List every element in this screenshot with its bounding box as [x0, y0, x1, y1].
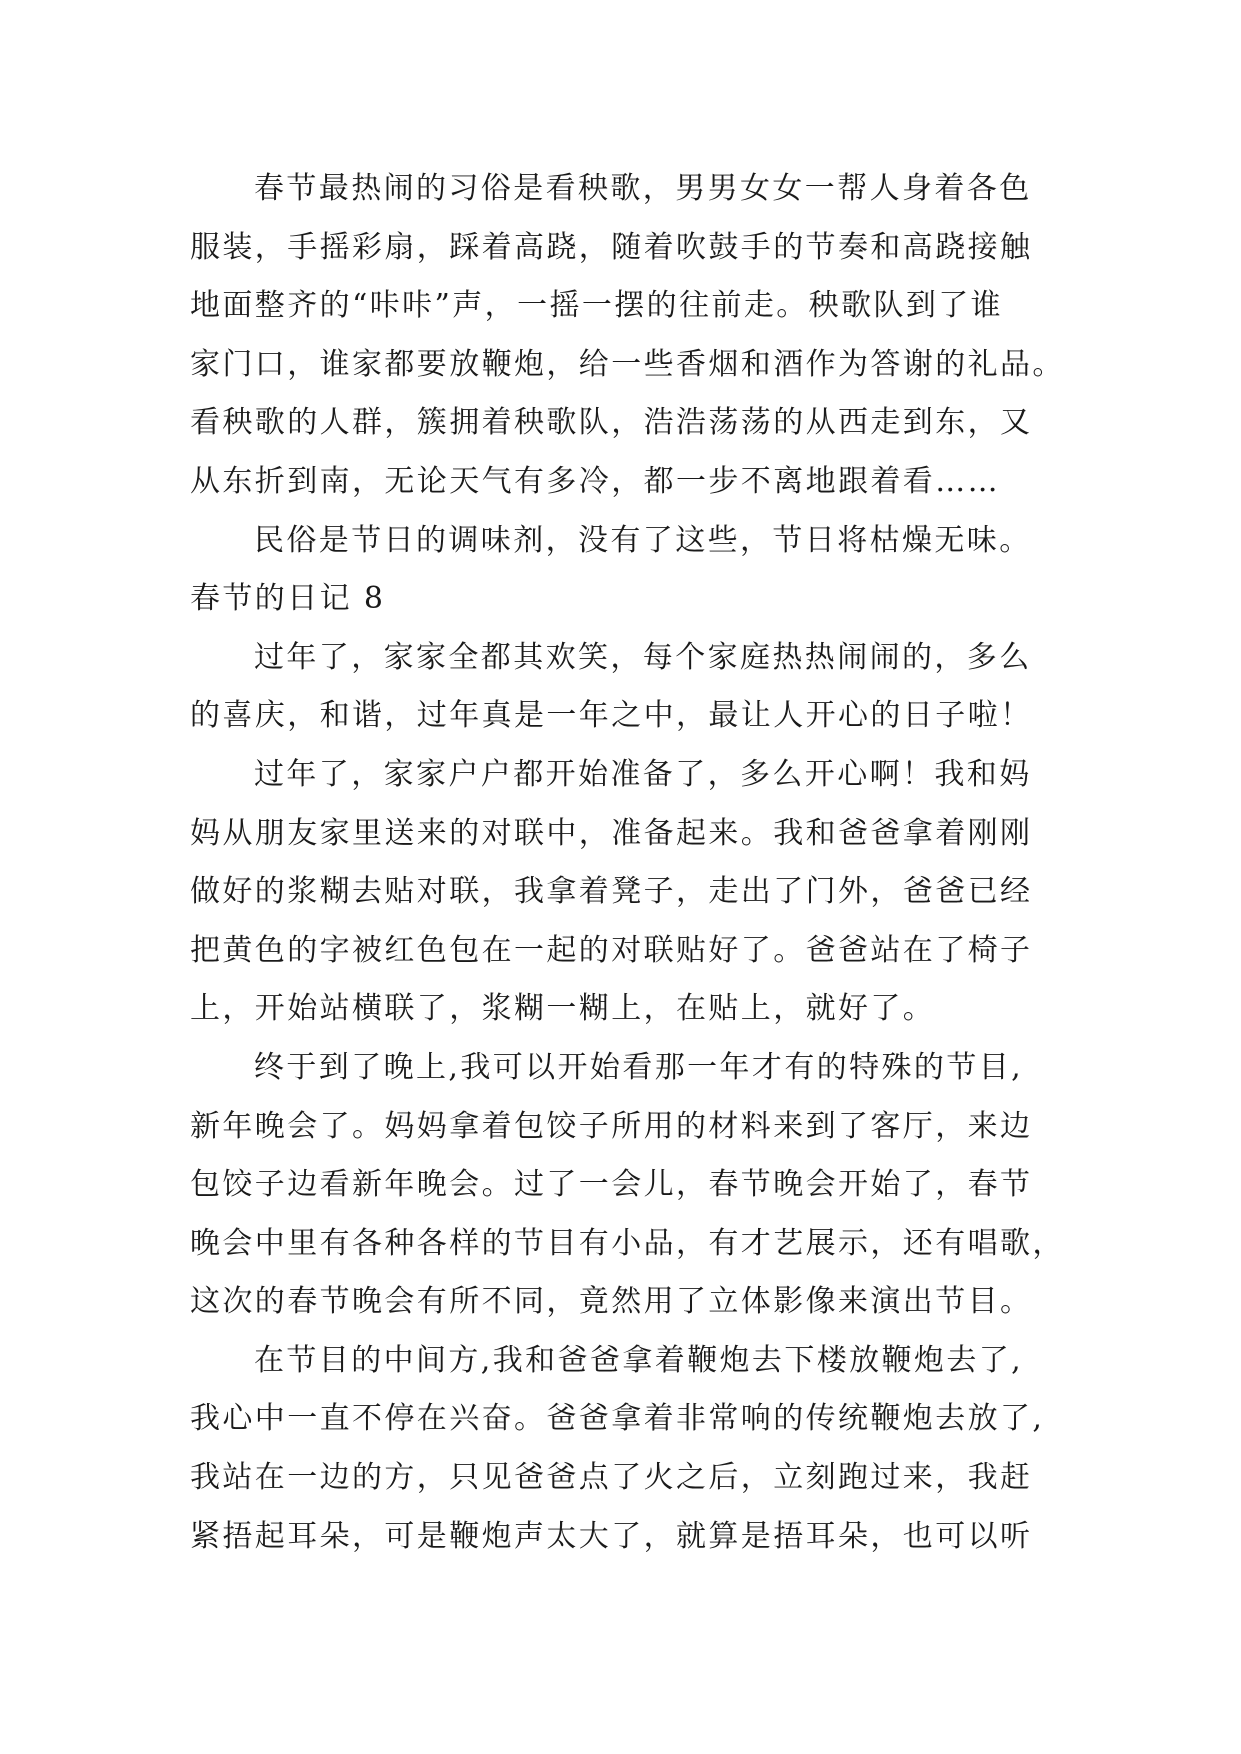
text-line: 看秧歌的人群，簇拥着秧歌队，浩浩荡荡的从西走到东，又 — [190, 405, 1033, 441]
text-line: 我站在一边的方，只见爸爸点了火之后，立刻跑过来，我赶 — [190, 1460, 1033, 1496]
paragraph-couplets — [190, 746, 1060, 1039]
text-line: 过年了，家家全都其欢笑，每个家庭热热闹闹的，多么 — [254, 639, 1032, 675]
section-heading — [190, 570, 1060, 629]
paragraph-folk-custom — [190, 512, 1060, 571]
text-line: 做好的浆糊去贴对联，我拿着凳子，走出了门外，爸爸已经 — [190, 874, 1033, 910]
text-line: 春节最热闹的习俗是看秧歌，男男女女一帮人身着各色 — [254, 171, 1032, 206]
text-line: 紧捂起耳朵，可是鞭炮声太大了，就算是捂耳朵，也可以听 — [190, 1518, 1033, 1554]
text-line: 上，开始站横联了，浆糊一糊上，在贴上，就好了。 — [190, 991, 936, 1027]
text-line: 家门口，谁家都要放鞭炮，给一些香烟和酒作为答谢的礼品。 — [190, 346, 1065, 382]
text-line: 从东折到南，无论天气有多冷，都一步不离地跟着看…… — [190, 463, 1000, 499]
text-line: 把黄色的字被红色包在一起的对联贴好了。爸爸站在了椅子 — [190, 932, 1033, 968]
heading-line: 春节的日记 8 — [190, 581, 386, 617]
text-line: 妈从朋友家里送来的对联中，准备起来。我和爸爸拿着刚刚 — [190, 815, 1033, 851]
text-line: 新年晚会了。妈妈拿着包饺子所用的材料来到了客厅，来边 — [190, 1108, 1033, 1144]
paragraph-gala — [190, 1039, 1065, 1332]
document-body — [190, 160, 1065, 1566]
text-line: 这次的春节晚会有所不同，竟然用了立体影像来演出节目。 — [190, 1284, 1033, 1320]
paragraph-yangge — [190, 160, 1065, 512]
text-line: 过年了，家家户户都开始准备了，多么开心啊！我和妈 — [254, 756, 1032, 792]
text-line: 民俗是节日的调味剂，没有了这些，节日将枯燥无味。 — [254, 522, 1032, 558]
text-line: 服装，手摇彩扇，踩着高跷，随着吹鼓手的节奏和高跷接触 — [190, 229, 1033, 265]
text-line: 晚会中里有各种各样的节目有小品，有才艺展示，还有唱歌， — [190, 1225, 1065, 1261]
text-line: 的喜庆，和谐，过年真是一年之中，最让人开心的日子啦！ — [190, 698, 1033, 734]
text-line: 在节目的中间方,我和爸爸拿着鞭炮去下楼放鞭炮去了, — [254, 1342, 1024, 1378]
paragraph-firecrackers — [190, 1332, 1060, 1566]
text-line: 我心中一直不停在兴奋。爸爸拿着非常响的传统鞭炮去放了, — [190, 1401, 1045, 1437]
paragraph-new-year — [190, 629, 1060, 746]
text-line: 终于到了晚上,我可以开始看那一年才有的特殊的节目, — [254, 1049, 1024, 1085]
text-line: 包饺子边看新年晚会。过了一会儿，春节晚会开始了，春节 — [190, 1167, 1033, 1203]
text-line: 地面整齐的“咔咔”声，一摇一摆的往前走。秧歌队到了谁 — [190, 288, 1004, 324]
